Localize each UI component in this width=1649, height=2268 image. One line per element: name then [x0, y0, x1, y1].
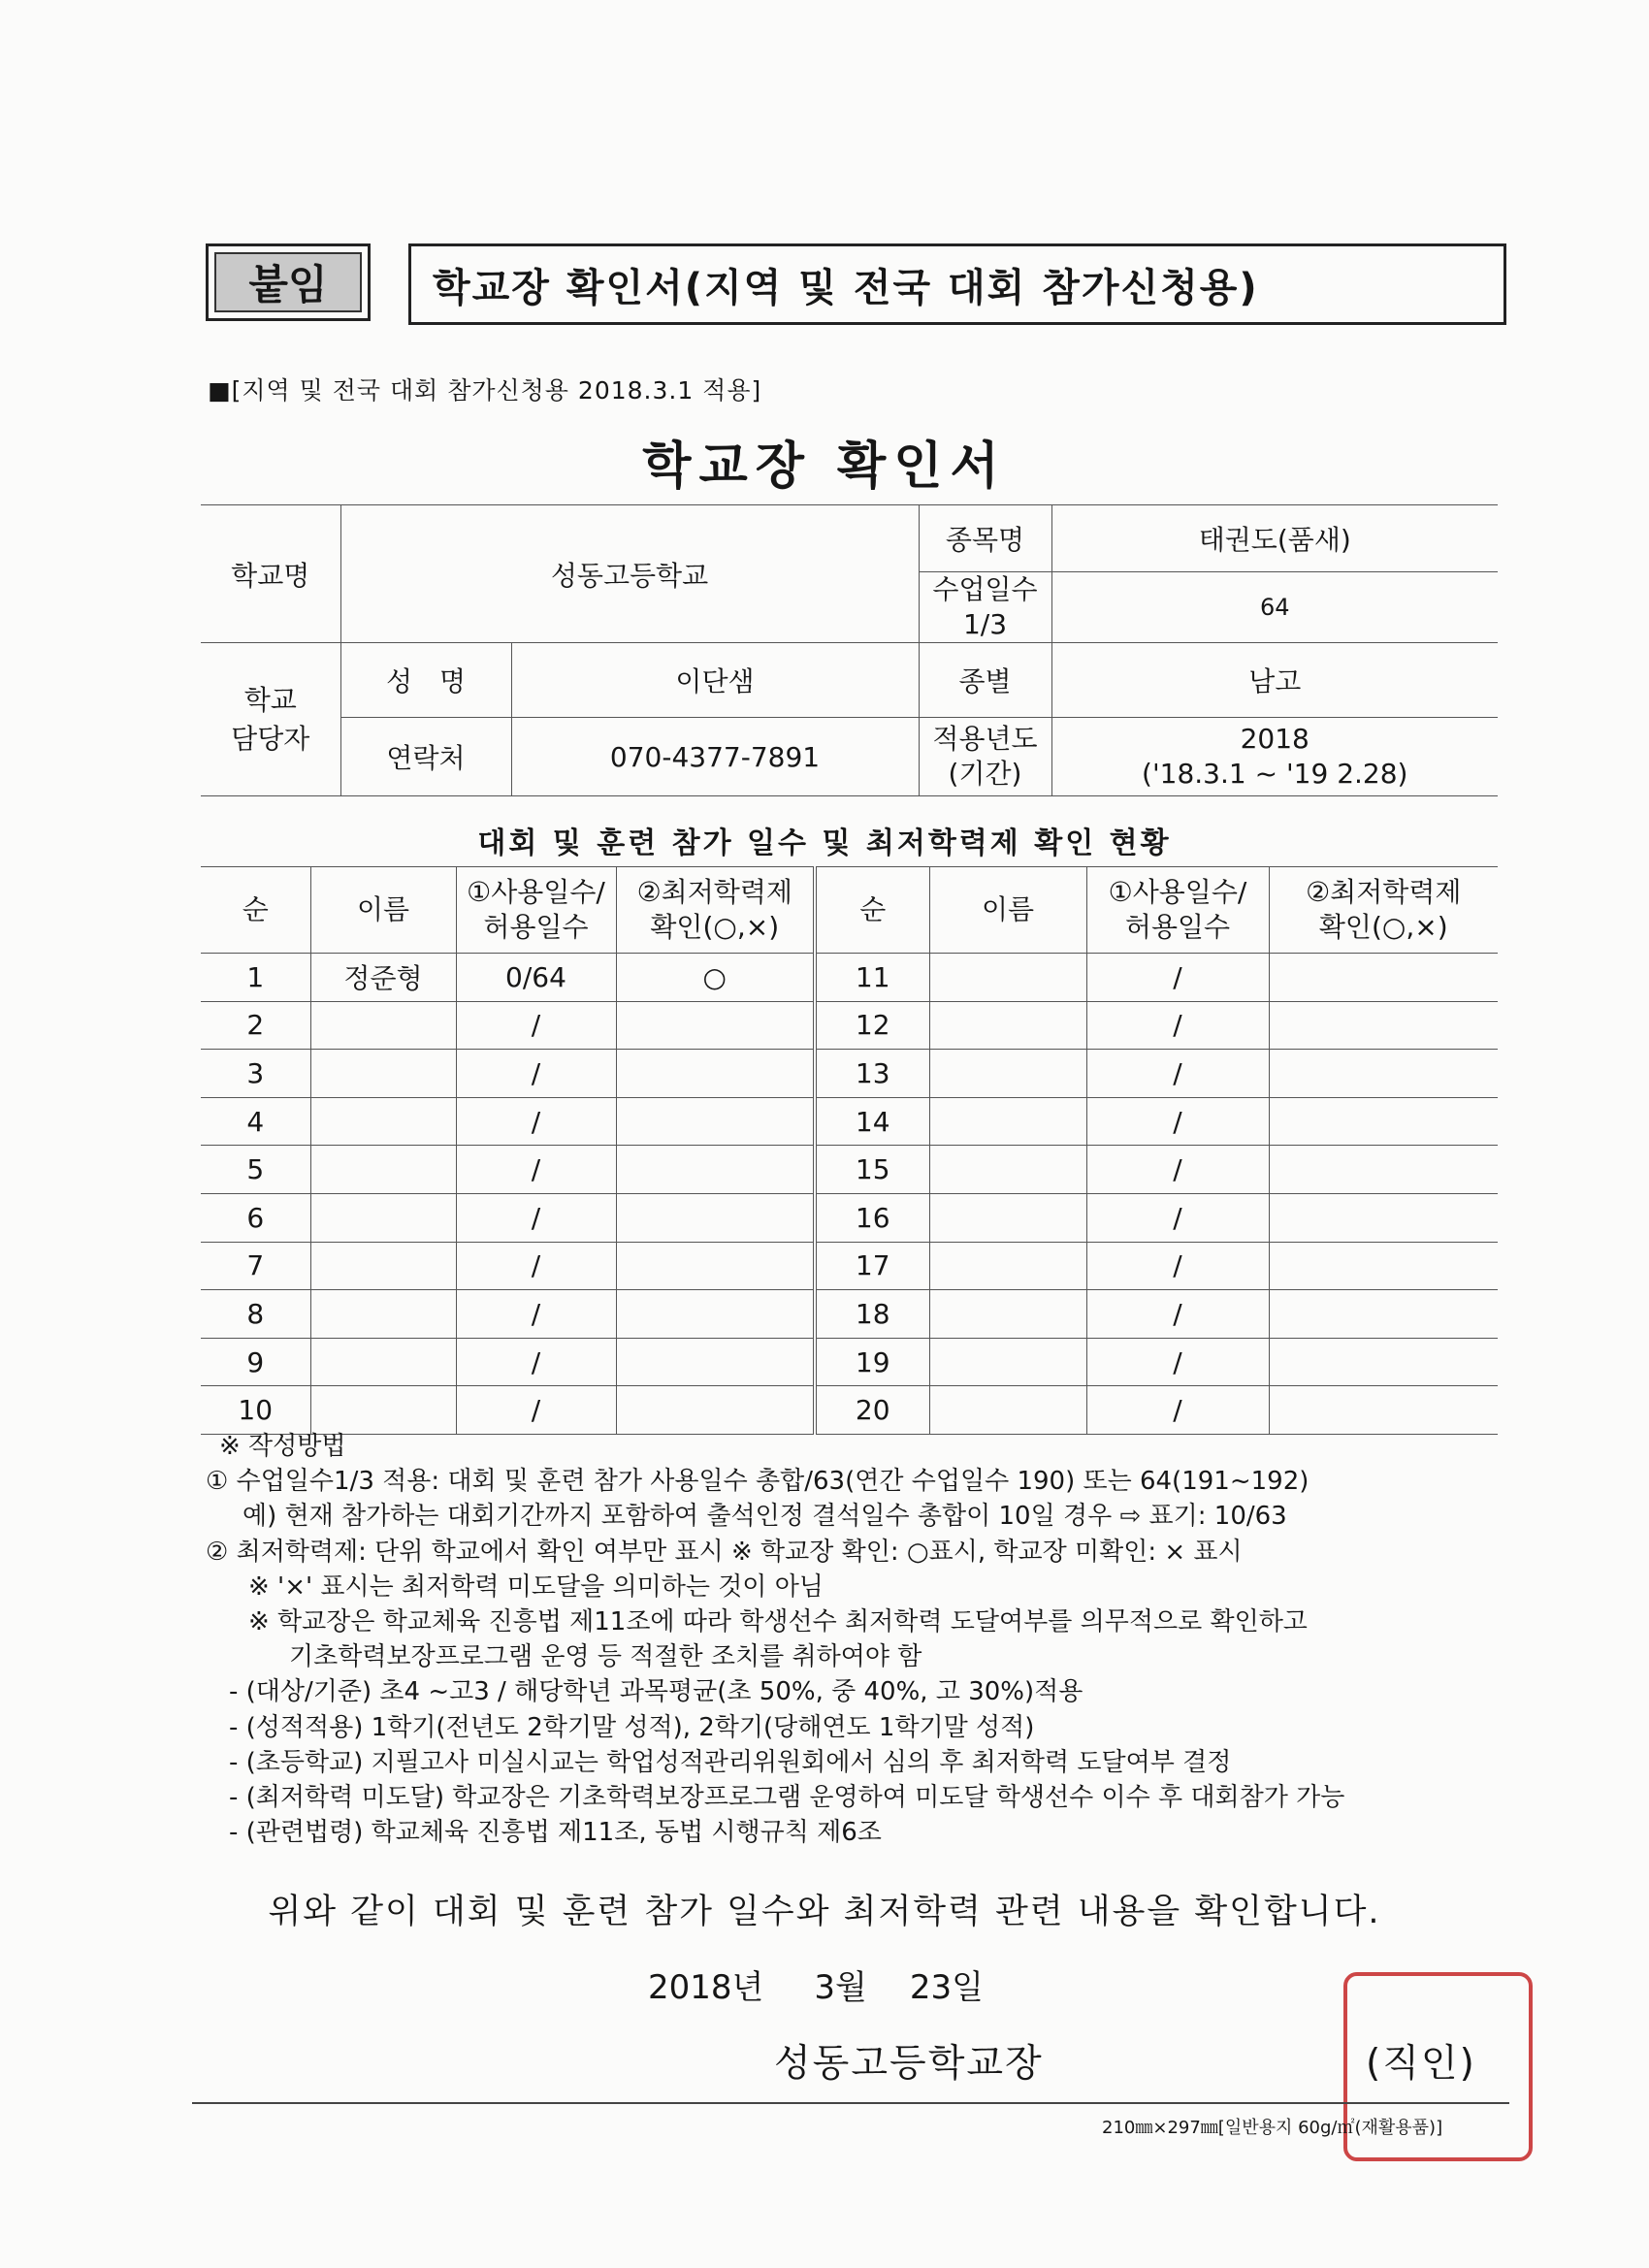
- used-allowed-days: /: [456, 1146, 616, 1194]
- paper-spec: 210㎜×297㎜[일반용지 60g/㎡(재활용품)]: [1102, 2118, 1443, 2138]
- school-days-label: [919, 572, 1051, 643]
- row-number: 4: [201, 1097, 310, 1146]
- header-check-left-line2: 확인(○,×): [650, 911, 780, 943]
- min-achievement-check: [616, 1290, 815, 1339]
- header-check-right-line2: 확인(○,×): [1318, 911, 1448, 943]
- min-achievement-check: ○: [616, 954, 815, 1002]
- table-row: [201, 1001, 1498, 1050]
- used-allowed-days: /: [1086, 1097, 1269, 1146]
- header-days-left-line2: 허용일수: [483, 911, 589, 943]
- header-name-left: 이름: [310, 867, 456, 954]
- note-line: ※ 작성방법: [219, 1432, 346, 1461]
- table-row: [201, 1290, 1498, 1339]
- participant-name: 정준형: [310, 954, 456, 1002]
- staff-label-line2: 담당자: [231, 722, 310, 755]
- participant-name: [929, 954, 1086, 1002]
- apply-year-value-line1: 2018: [1240, 723, 1310, 755]
- note-line: ① 수업일수1/3 적용: 대회 및 훈련 참가 사용일수 총합/63(연간 수업일수 190) 또는 64(191~192): [206, 1467, 1310, 1497]
- row-number: 13: [815, 1050, 929, 1098]
- min-achievement-check: [1269, 1097, 1498, 1146]
- header-days-left-line1: ①사용일수/: [467, 876, 605, 908]
- participant-name: [929, 1386, 1086, 1435]
- school-name-value: 성동고등학교: [340, 505, 919, 643]
- used-allowed-days: /: [456, 1386, 616, 1435]
- note-line: - (관련법령) 학교체육 진흥법 제11조, 동법 시행규칙 제6조: [229, 1818, 882, 1848]
- note-line: - (초등학교) 지필고사 미실시교는 학업성적관리위원회에서 심의 후 최저학력 도달여부 결정: [229, 1747, 1232, 1777]
- table-row: [201, 1242, 1498, 1290]
- participant-name: [929, 1050, 1086, 1098]
- min-achievement-check: [616, 1193, 815, 1242]
- school-days-value: 64: [1051, 572, 1498, 643]
- participant-name: [310, 1338, 456, 1386]
- table-row: [201, 954, 1498, 1002]
- school-info-table: [201, 504, 1498, 796]
- used-allowed-days: /: [1086, 954, 1269, 1002]
- row-number: 18: [815, 1290, 929, 1339]
- participant-name: [929, 1242, 1086, 1290]
- table-row: [201, 1386, 1498, 1435]
- row-number: 3: [201, 1050, 310, 1098]
- used-allowed-days: /: [1086, 1001, 1269, 1050]
- note-line: - (성적적용) 1학기(전년도 2학기말 성적), 2학기(당해연도 1학기말 성적): [229, 1712, 1035, 1742]
- used-allowed-days: /: [456, 1290, 616, 1339]
- row-number: 15: [815, 1146, 929, 1194]
- apply-year-value-line2: ('18.3.1 ~ '19 2.28): [1142, 758, 1408, 790]
- used-allowed-days: /: [1086, 1338, 1269, 1386]
- participant-name: [310, 1097, 456, 1146]
- table-row: [201, 1097, 1498, 1146]
- min-achievement-check: [616, 1242, 815, 1290]
- table-row: [201, 1193, 1498, 1242]
- note-line: 기초학력보장프로그램 운영 등 적절한 조치를 취하여야 함: [289, 1642, 922, 1672]
- date-year: 2018년: [648, 1968, 764, 2007]
- school-days-label-line1: 수업일수: [932, 573, 1038, 605]
- used-allowed-days: /: [1086, 1193, 1269, 1242]
- gender-label: 종별: [919, 643, 1051, 718]
- min-achievement-check: [1269, 1242, 1498, 1290]
- apply-year-label-line1: 적용년도: [932, 723, 1038, 755]
- min-achievement-check: [616, 1338, 815, 1386]
- used-allowed-days: 0/64: [456, 954, 616, 1002]
- apply-year-value: [1051, 718, 1498, 796]
- participant-name: [310, 1290, 456, 1339]
- row-number: 16: [815, 1193, 929, 1242]
- header-check-right-line1: ②최저학력제: [1306, 876, 1462, 908]
- apply-year-label: [919, 718, 1051, 796]
- used-allowed-days: /: [1086, 1050, 1269, 1098]
- table-row: [201, 1146, 1498, 1194]
- row-number: 11: [815, 954, 929, 1002]
- min-achievement-check: [1269, 1193, 1498, 1242]
- row-number: 6: [201, 1193, 310, 1242]
- min-achievement-check: [616, 1097, 815, 1146]
- header-days-left: [456, 867, 616, 954]
- confirmation-statement: 위와 같이 대회 및 훈련 참가 일수와 최저학력 관련 내용을 확인합니다.: [268, 1893, 1381, 1931]
- gender-value: 남고: [1051, 643, 1498, 718]
- used-allowed-days: /: [456, 1050, 616, 1098]
- note-line: - (대상/기준) 초4 ~고3 / 해당학년 과목평균(초 50%, 중 40%, 고 30%)적용: [229, 1677, 1083, 1707]
- date-day: 23일: [909, 1968, 984, 2007]
- min-achievement-check: [1269, 1050, 1498, 1098]
- school-days-label-line2: 1/3: [962, 608, 1008, 640]
- note-line: ② 최저학력제: 단위 학교에서 확인 여부만 표시 ※ 학교장 확인: ○표시, 학교장 미확인: × 표시: [206, 1537, 1243, 1567]
- participant-name: [310, 1001, 456, 1050]
- participant-name: [310, 1242, 456, 1290]
- header-no-right: 순: [815, 867, 929, 954]
- row-number: 14: [815, 1097, 929, 1146]
- used-allowed-days: /: [456, 1242, 616, 1290]
- row-number: 7: [201, 1242, 310, 1290]
- participant-name: [310, 1193, 456, 1242]
- min-achievement-check: [616, 1146, 815, 1194]
- participant-name: [929, 1146, 1086, 1194]
- participant-name: [929, 1338, 1086, 1386]
- row-number: 20: [815, 1386, 929, 1435]
- contact-label: 연락처: [340, 718, 511, 796]
- issue-date: [648, 1960, 984, 2008]
- note-line: ※ 학교장은 학교체육 진흥법 제11조에 따라 학생선수 최저학력 도달여부를 의무적으로 확인하고: [248, 1607, 1308, 1637]
- school-name-label: 학교명: [201, 505, 340, 643]
- header-no-left: 순: [201, 867, 310, 954]
- staff-label-line1: 학교: [243, 683, 297, 716]
- note-line: ※ '×' 표시는 최저학력 미도달을 의미하는 것이 아님: [248, 1571, 824, 1602]
- min-achievement-check: [1269, 1290, 1498, 1339]
- divider: [192, 2102, 1509, 2104]
- participants-table: [201, 866, 1498, 1435]
- row-number: 8: [201, 1290, 310, 1339]
- participant-name: [929, 1097, 1086, 1146]
- row-number: 2: [201, 1001, 310, 1050]
- instructions: [206, 1429, 1505, 1850]
- table-row: [201, 1338, 1498, 1386]
- event-value: 태권도(품새): [1051, 505, 1498, 572]
- min-achievement-check: [1269, 1386, 1498, 1435]
- participant-name: [310, 1050, 456, 1098]
- table-row: [201, 1050, 1498, 1098]
- contact-value: 070-4377-7891: [511, 718, 919, 796]
- min-achievement-check: [616, 1386, 815, 1435]
- staff-name-label: 성 명: [340, 643, 511, 718]
- participant-name: [929, 1193, 1086, 1242]
- note-line: 예) 현재 참가하는 대회기간까지 포함하여 출석인정 결석일수 총합이 10일 경우 ⇨ 표기: 10/63: [242, 1502, 1287, 1532]
- staff-name-value: 이단샘: [511, 643, 919, 718]
- header-check-left-line1: ②최저학력제: [636, 876, 792, 908]
- header-days-right-line2: 허용일수: [1124, 911, 1231, 943]
- principal-name: 성동고등학교장: [774, 2042, 1044, 2086]
- used-allowed-days: /: [1086, 1242, 1269, 1290]
- min-achievement-check: [1269, 1146, 1498, 1194]
- page-title: 학교장 확인서: [642, 437, 1007, 496]
- event-label: 종목명: [919, 505, 1051, 572]
- row-number: 9: [201, 1338, 310, 1386]
- note-line: - (최저학력 미도달) 학교장은 기초학력보장프로그램 운영하여 미도달 학생선수 이수 후 대회참가 가능: [229, 1783, 1345, 1813]
- row-number: 1: [201, 954, 310, 1002]
- date-month: 3월: [814, 1968, 867, 2007]
- row-number: 10: [201, 1386, 310, 1435]
- min-achievement-check: [616, 1001, 815, 1050]
- apply-year-label-line2: (기간): [948, 758, 1022, 790]
- seal-label: (직인): [1366, 2042, 1476, 2086]
- participant-name: [310, 1386, 456, 1435]
- participant-name: [929, 1290, 1086, 1339]
- used-allowed-days: /: [456, 1338, 616, 1386]
- header-days-right: [1086, 867, 1269, 954]
- used-allowed-days: /: [456, 1097, 616, 1146]
- used-allowed-days: /: [1086, 1146, 1269, 1194]
- header-check-right: [1269, 867, 1498, 954]
- min-achievement-check: [1269, 1338, 1498, 1386]
- used-allowed-days: /: [1086, 1290, 1269, 1339]
- staff-label: [201, 643, 340, 796]
- row-number: 19: [815, 1338, 929, 1386]
- application-note: ■[지역 및 전국 대회 참가신청용 2018.3.1 적용]: [208, 376, 762, 405]
- min-achievement-check: [1269, 1001, 1498, 1050]
- header-check-left: [616, 867, 815, 954]
- attachment-label: 붙임: [206, 243, 371, 321]
- row-number: 5: [201, 1146, 310, 1194]
- used-allowed-days: /: [1086, 1386, 1269, 1435]
- header-name-right: 이름: [929, 867, 1086, 954]
- min-achievement-check: [1269, 954, 1498, 1002]
- section-title: 대회 및 훈련 참가 일수 및 최저학력제 확인 현황: [477, 826, 1172, 860]
- document-title: 학교장 확인서(지역 및 전국 대회 참가신청용): [408, 243, 1506, 325]
- header-days-right-line1: ①사용일수/: [1108, 876, 1247, 908]
- used-allowed-days: /: [456, 1193, 616, 1242]
- participant-name: [310, 1146, 456, 1194]
- row-number: 12: [815, 1001, 929, 1050]
- used-allowed-days: /: [456, 1001, 616, 1050]
- min-achievement-check: [616, 1050, 815, 1098]
- row-number: 17: [815, 1242, 929, 1290]
- participant-name: [929, 1001, 1086, 1050]
